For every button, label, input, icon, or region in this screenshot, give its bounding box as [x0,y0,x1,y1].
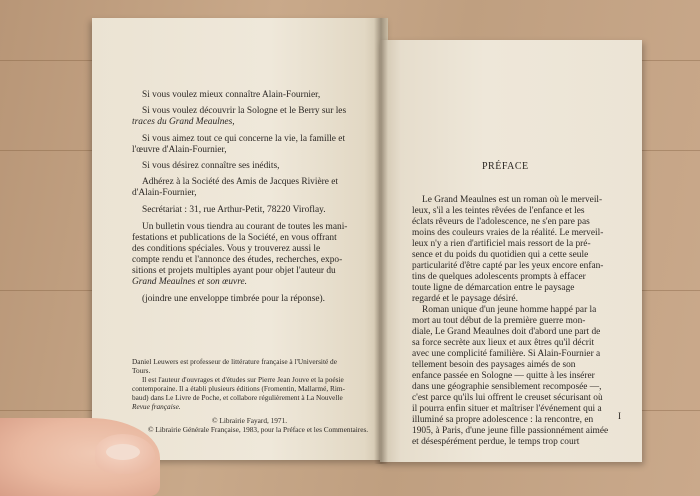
left-line-13: compte rendu et l'annonce des études, recherches, expo- [132,255,343,265]
note-line-3: Il est l'auteur d'ouvrages et d'études sur Pierre Jean Jouve et la poésie [142,375,344,384]
right-line-20: il pourra enfin situer et maîtriser l'événement qui a [412,404,602,414]
right-line-3: éclats rêveurs de l'adolescence, ne s'en pare pas [412,217,590,227]
right-line-8: tins de quelques adolescents prompts à effacer [412,272,586,282]
right-line-2: leux, s'il a les teintes rêvées de l'enfance et les [412,206,585,216]
thumbnail [106,444,140,460]
left-line-14: sitions et projets multiples ayant pour objet l'auteur du [132,266,336,276]
right-line-4: moins des couleurs vraies de la réalité. Le merveil- [412,228,604,238]
left-line-7: Adhérez à la Société des Amis de Jacques Rivière et [142,177,339,187]
left-line-15: Grand Meaulnes et son œuvre. [132,277,247,287]
left-line-8: d'Alain-Fournier, [132,188,197,198]
right-line-17: enfance passée en Sologne — quitte à les insérer [412,371,595,381]
left-line-4: Si vous aimez tout ce qui concerne la vie, la famille et [142,134,346,144]
right-line-18: dans une géographie sensiblement recomposée —, [412,382,602,392]
left-line-11: festations et publications de la Société, en vous offrant [132,233,337,243]
left-line-3: traces du Grand Meaulnes, [132,117,235,127]
left-line-6: Si vous désirez connaître ses inédits, [142,161,280,171]
right-line-1: Le Grand Meaulnes est un roman où le merveil- [422,195,603,205]
left-line-1: Si vous voulez mieux connaître Alain-Fournier, [142,90,321,100]
right-line-22: 1905, à Paris, d'une jeune fille passionnément aimée [412,426,609,436]
left-line-10: Un bulletin vous tiendra au courant de toutes les mani- [142,222,348,232]
note-line-5: baud) dans Le Livre de Poche, et collabore régulièrement à La Nouvelle [132,393,343,402]
open-book [92,18,640,466]
right-line-6: sence et du poids du quotidien qui a cette seule [412,250,589,260]
right-line-15: avec une complicité familière. Si Alain-Fournier a [412,349,601,359]
page-number: I [618,411,621,421]
preface-heading: PRÉFACE [482,161,529,172]
right-line-10: regardé et le paysage désiré. [412,294,518,304]
right-line-16: tellement besoin des paysages aimés de son [412,360,576,370]
right-line-23: et désespérément perdue, le temps trop court [412,437,580,447]
copyright-1: © Librairie Fayard, 1971. [212,416,288,425]
note-line-2: Tours. [132,366,151,375]
note-line-1: Daniel Leuwers est professeur de littérature française à l'Université de [132,357,337,366]
right-line-11: Roman unique d'un jeune homme happé par la [422,305,597,315]
right-line-7: particularité d'être capté par les yeux encore enfan- [412,261,604,271]
copyright-2: © Librairie Générale Française, 1983, pour la Préface et les Commentaires. [148,425,369,434]
left-line-2: Si vous voulez découvrir la Sologne et le Berry sur les [142,106,347,116]
right-line-9: toute ligne de démarcation entre le paysage [412,283,575,293]
right-line-14: sa force secrète aux lieux et aux êtres qu'il décrit [412,338,595,348]
book-gutter [374,18,388,464]
right-line-5: leux n'y a rien d'artificiel mais ressort de la pré- [412,239,591,249]
left-line-9: Secrétariat : 31, rue Arthur-Petit, 78220 Viroflay. [142,205,326,215]
right-line-12: mort au tout début de la première guerre mon- [412,316,586,326]
note-line-6: Revue française. [132,402,181,411]
right-line-19: c'est parce qu'ils lui offrent le creuset sécurisant où [412,393,603,403]
right-line-21: illuminé sa propre adolescence : la rencontre, en [412,415,594,425]
right-line-13: diale, Le Grand Meaulnes doit d'abord une part de [412,327,601,337]
left-line-16: (joindre une enveloppe timbrée pour la réponse). [142,294,326,304]
left-line-12: des conditions spéciales. Vous y trouverez aussi le [132,244,321,254]
left-line-5: l'œuvre d'Alain-Fournier, [132,145,227,155]
note-line-4: contemporaine. Il a établi plusieurs éditions (Fromentin, Mallarmé, Rim- [132,384,345,393]
